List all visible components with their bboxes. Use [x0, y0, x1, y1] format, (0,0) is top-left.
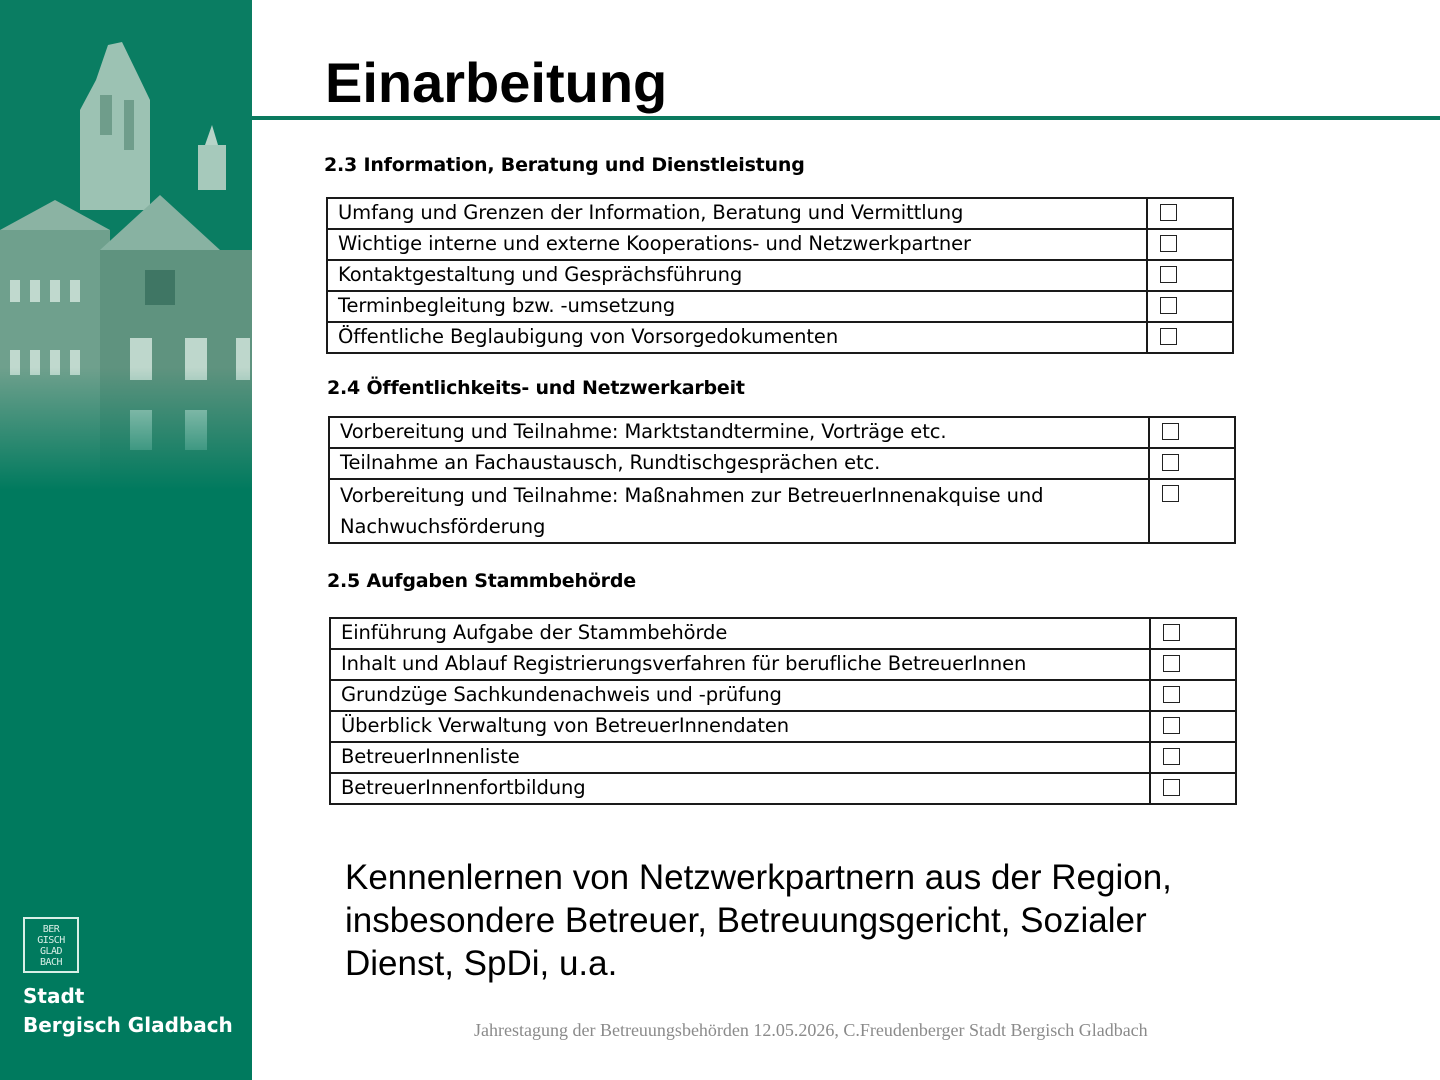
section-heading-2-3: 2.3 Information, Beratung und Dienstleistung: [324, 154, 805, 176]
item-label: BetreuerInnenfortbildung: [330, 773, 1150, 804]
checkbox[interactable]: [1163, 686, 1180, 703]
checkbox[interactable]: [1160, 266, 1177, 283]
checkbox[interactable]: [1163, 717, 1180, 734]
city-name-line1: Stadt: [23, 984, 85, 1008]
item-label: Umfang und Grenzen der Information, Beratung und Vermittlung: [327, 198, 1147, 229]
table-row: [327, 260, 1233, 291]
table-row: [327, 322, 1233, 353]
town-hall-photo: [0, 0, 252, 490]
checklist-2-4: [328, 416, 1236, 544]
checkbox[interactable]: [1160, 235, 1177, 252]
table-row: [329, 479, 1235, 543]
checkbox[interactable]: [1163, 779, 1180, 796]
item-label: Terminbegleitung bzw. -umsetzung: [327, 291, 1147, 322]
checklist-2-5: [329, 617, 1237, 805]
section-heading-2-5: 2.5 Aufgaben Stammbehörde: [327, 570, 636, 592]
table-row: [330, 618, 1236, 649]
section-heading-2-4: 2.4 Öffentlichkeits- und Netzwerkarbeit: [327, 377, 745, 399]
page-title: Einarbeitung: [325, 51, 668, 114]
item-label: BetreuerInnenliste: [330, 742, 1150, 773]
checkbox[interactable]: [1163, 655, 1180, 672]
table-row: [327, 229, 1233, 260]
city-logo: BER GISCH GLAD BACH: [23, 917, 79, 973]
item-label: Kontaktgestaltung und Gesprächsführung: [327, 260, 1147, 291]
checkbox[interactable]: [1162, 454, 1179, 471]
table-row: [329, 448, 1235, 479]
table-row: [327, 291, 1233, 322]
table-row: [330, 711, 1236, 742]
city-name-line2: Bergisch Gladbach: [23, 1013, 233, 1037]
checkbox[interactable]: [1160, 328, 1177, 345]
checkbox[interactable]: [1163, 624, 1180, 641]
table-row: [330, 649, 1236, 680]
checklist-2-3: [326, 197, 1234, 354]
checkbox[interactable]: [1160, 204, 1177, 221]
title-divider: [252, 116, 1440, 120]
network-note: Kennenlernen von Netzwerkpartnern aus der Region, insbesondere Betreuer, Betreuungsgericht, Sozialer Dienst, SpDi, u.a.: [345, 858, 1172, 983]
checkbox[interactable]: [1162, 423, 1179, 440]
table-row: [330, 680, 1236, 711]
item-label: Überblick Verwaltung von BetreuerInnendaten: [330, 711, 1150, 742]
table-row: [330, 742, 1236, 773]
checkbox[interactable]: [1160, 297, 1177, 314]
sidebar: [0, 0, 252, 1080]
checkbox[interactable]: [1162, 485, 1179, 502]
item-label: Vorbereitung und Teilnahme: Maßnahmen zur BetreuerInnenakquise und Nachwuchsförderung: [329, 479, 1149, 543]
city-name: [23, 982, 233, 1040]
table-row: [327, 198, 1233, 229]
footer-text: Jahrestagung der Betreuungsbehörden 12.05.2026, C.Freudenberger Stadt Bergisch Gladbach: [474, 1020, 1148, 1040]
table-row: [330, 773, 1236, 804]
item-label: Inhalt und Ablauf Registrierungsverfahren für berufliche BetreuerInnen: [330, 649, 1150, 680]
checkbox[interactable]: [1163, 748, 1180, 765]
item-label: Vorbereitung und Teilnahme: Marktstandtermine, Vorträge etc.: [329, 417, 1149, 448]
table-row: [329, 417, 1235, 448]
item-label: Öffentliche Beglaubigung von Vorsorgedokumenten: [327, 322, 1147, 353]
item-label: Wichtige interne und externe Kooperations- und Netzwerkpartner: [327, 229, 1147, 260]
item-label: Teilnahme an Fachaustausch, Rundtischgesprächen etc.: [329, 448, 1149, 479]
item-label: Grundzüge Sachkundenachweis und -prüfung: [330, 680, 1150, 711]
item-label: Einführung Aufgabe der Stammbehörde: [330, 618, 1150, 649]
